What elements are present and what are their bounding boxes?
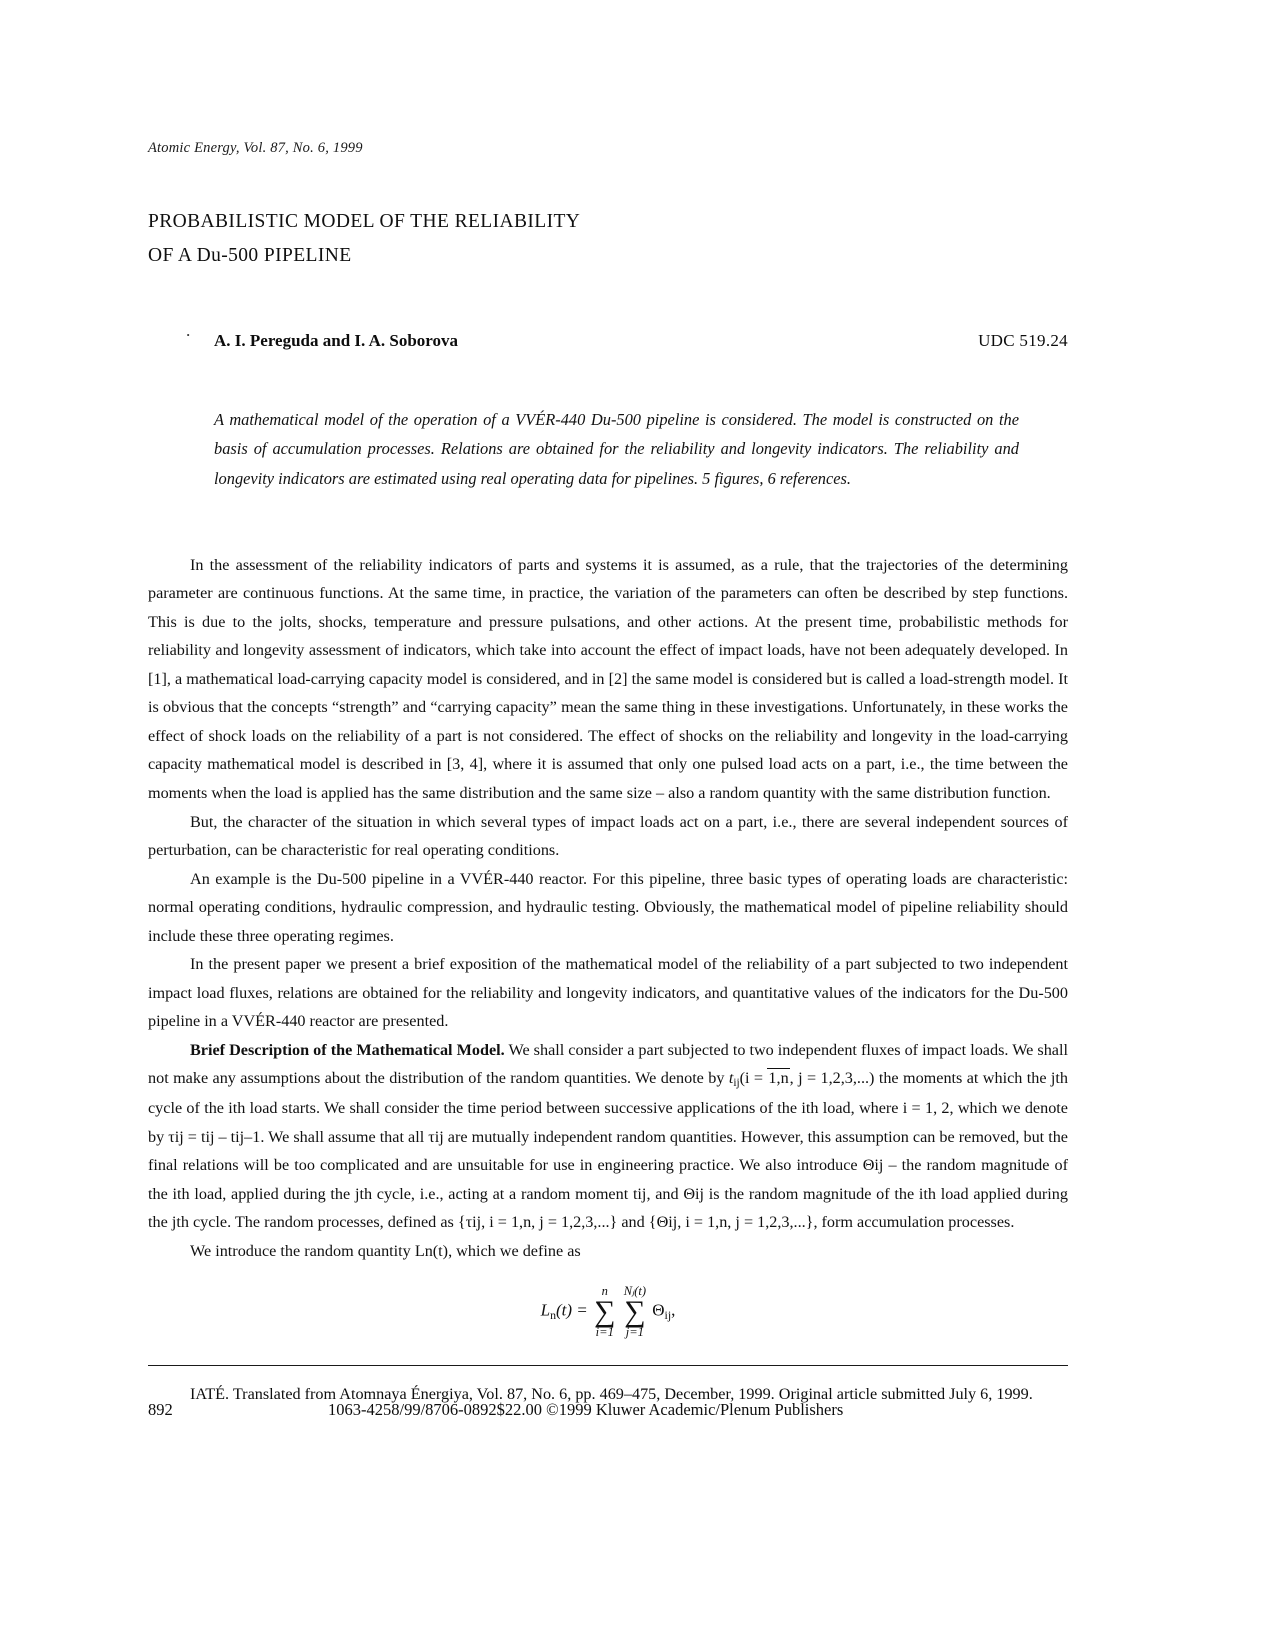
equation-sum-2-sigma: ∑ bbox=[624, 1294, 646, 1328]
paragraph-5 bbox=[148, 1036, 1068, 1237]
inline-math-theta-ij-b: Θij bbox=[683, 1184, 705, 1203]
paragraph-6-text-2: , which we define as bbox=[448, 1241, 581, 1260]
paragraph-5-text-9: , form accumulation processes. bbox=[813, 1213, 1015, 1232]
udc-code: UDC 519.24 bbox=[978, 331, 1068, 351]
math-range-close: , j = 1,2,3,...) bbox=[789, 1069, 875, 1088]
equation-sum-1-upper: n bbox=[601, 1284, 608, 1299]
paragraph-5-text-7: is the random magnitude of the ith load applied during the jth cycle. The random processes, defined as bbox=[148, 1184, 1068, 1232]
page-content bbox=[148, 140, 1068, 1408]
math-range-open: (i = bbox=[739, 1069, 768, 1088]
inline-math-theta-set: {Θij, i = 1,n, j = 1,2,3,...} bbox=[648, 1213, 814, 1232]
inline-math-tau-def: τij = tij – tij–1 bbox=[168, 1127, 261, 1146]
display-equation bbox=[148, 1285, 1068, 1339]
math-subscript-ij: ij bbox=[733, 1077, 740, 1090]
inline-math-tau-set: {τij, i = 1,n, j = 1,2,3,...} bbox=[457, 1213, 618, 1232]
paragraph-3: An example is the Du-500 pipeline in a VVÉR-440 reactor. For this pipeline, three basic types of operating loads are characteristic: normal operating conditions, hydraulic compression, and hydraulic testing. Obviously, the mathematical model of pipeline reliability should include these three operating regimes. bbox=[148, 869, 1068, 945]
paragraph-5-text-5: – the random magnitude of the ith load, applied during the jth cycle, i.e., acting at a random moment bbox=[148, 1156, 1068, 1203]
equation-sum-1-sigma: ∑ bbox=[594, 1294, 616, 1328]
equation-term-theta: Θ bbox=[652, 1301, 665, 1321]
abstract-text: A mathematical model of the operation of a VVÉR-440 Du-500 pipeline is considered. The model is constructed on the basis of accumulation processes. Relations are obtained for the reliability and longevity indicators. The reliability and longevity indicators are estimated using real operating data for pipelines. 5 figures, 6 references. bbox=[214, 410, 1019, 488]
equation-sum-2-lower: j=1 bbox=[625, 1325, 644, 1340]
inline-math-tij-range bbox=[728, 1069, 875, 1090]
publisher-imprint: 1063-4258/99/8706-0892$22.00 ©1999 Kluwer Academic/Plenum Publishers bbox=[328, 1400, 844, 1419]
inline-math-Ln-t: Ln(t) bbox=[414, 1241, 449, 1260]
paragraph-5-text-3: . We shall assume that all bbox=[260, 1127, 429, 1146]
author-names-text: A. I. Pereguda and I. A. Soborova bbox=[214, 331, 459, 351]
article-title bbox=[148, 205, 1068, 273]
footnote-translation-note: IATÉ. Translated from Atomnaya Énergiya, Vol. 87, No. 6, pp. 469–475, December, 1999. Original article submitted July 6, 1999. bbox=[190, 1384, 1033, 1403]
equation-sum-2 bbox=[624, 1285, 646, 1339]
author-marker: · bbox=[186, 327, 191, 343]
section-heading: Brief Description of the Mathematical Model. bbox=[190, 1040, 505, 1059]
math-symbol-t: t bbox=[728, 1069, 734, 1088]
footnote-divider bbox=[148, 1365, 1068, 1366]
paragraph-6-text-1: We introduce the random quantity bbox=[190, 1241, 415, 1260]
inline-math-t-ij: tij bbox=[632, 1184, 647, 1203]
inline-math-theta-ij-a: Θij bbox=[862, 1156, 884, 1175]
paragraph-4: In the present paper we present a brief exposition of the mathematical model of the reliability of a part subjected to two independent impact load fluxes, relations are obtained for the reliability and longevity indicators, and quantitative values of the indicators for the Du-500 pipeline in a VVÉR-440 reactor are presented. bbox=[148, 955, 1068, 1031]
equation-sum-1 bbox=[594, 1285, 615, 1339]
equation-sum-2-upper: Nⱼ(t) bbox=[623, 1284, 647, 1299]
paragraph-6 bbox=[148, 1237, 1068, 1266]
paragraph-5-text-2: the moments at which the jth cycle of the ith load starts. We shall consider the time period between successive applications of the ith load, where i = 1, 2, which we denote by bbox=[148, 1069, 1068, 1146]
equation-sum-1-lower: i=1 bbox=[595, 1325, 614, 1340]
inline-math-tau-ij: τij bbox=[428, 1127, 444, 1146]
author-names bbox=[148, 327, 459, 351]
math-overline-1n: 1,n bbox=[768, 1069, 789, 1088]
paragraph-5-text-8: and bbox=[617, 1213, 649, 1232]
equation-lhs-arg: (t) = bbox=[556, 1301, 588, 1321]
article-title-line-2: OF A Du-500 PIPELINE bbox=[148, 245, 352, 267]
equation-comma: , bbox=[671, 1301, 676, 1321]
article-title-line-1: PROBABILISTIC MODEL OF THE RELIABILITY bbox=[148, 211, 581, 232]
paragraph-5-text-4: are mutually independent random quantities. However, this assumption can be removed, but the final relations will be too complicated and are unsuitable for use in engineering practice. We also introduce bbox=[148, 1127, 1068, 1175]
paragraph-2: But, the character of the situation in which several types of impact loads act on a part, i.e., there are several independent sources of perturbation, can be characteristic for real operating conditions. bbox=[148, 812, 1068, 860]
paragraph-5-text-6: , and bbox=[646, 1184, 684, 1203]
equation-lhs-sub-n: n bbox=[550, 1308, 557, 1323]
equation-lhs-L: L bbox=[540, 1301, 551, 1321]
authors-row bbox=[148, 327, 1068, 351]
body-text bbox=[148, 551, 1068, 1339]
page-number: 892 bbox=[148, 1400, 173, 1419]
equation-term-sub-ij: ij bbox=[664, 1308, 672, 1323]
journal-header: Atomic Energy, Vol. 87, No. 6, 1999 bbox=[148, 140, 363, 156]
paragraph-5-text-1: We shall consider a part subjected to two independent fluxes of impact loads. We shall not make any assumptions about the distribution of the random quantities. We denote by bbox=[148, 1040, 1068, 1088]
paragraph-1: In the assessment of the reliability indicators of parts and systems it is assumed, as a rule, that the trajectories of the determining parameter are continuous functions. At the same time, in practice, the variation of the parameters can often be described by step functions. This is due to the jolts, shocks, temperature and pressure pulsations, and other actions. At the present time, probabilistic methods for reliability and longevity assessment of indicators, which take into account the effect of impact loads, have not been adequately developed. In [1], a mathematical load-carrying capacity model is considered, and in [2] the same model is considered but is called a load-strength model. It is obvious that the concepts “strength” and “carrying capacity” mean the same thing in these investigations. Unfortunately, in these works the effect of shock loads on the reliability of a part is not considered. The effect of shocks on the reliability and longevity in the load-carrying capacity mathematical model is described in [3, 4], where it is assumed that only one pulsed load acts on a part, i.e., the time between the moments when the load is applied has the same distribution and the same size – also a random quantity with the same distribution function. bbox=[148, 555, 1068, 802]
